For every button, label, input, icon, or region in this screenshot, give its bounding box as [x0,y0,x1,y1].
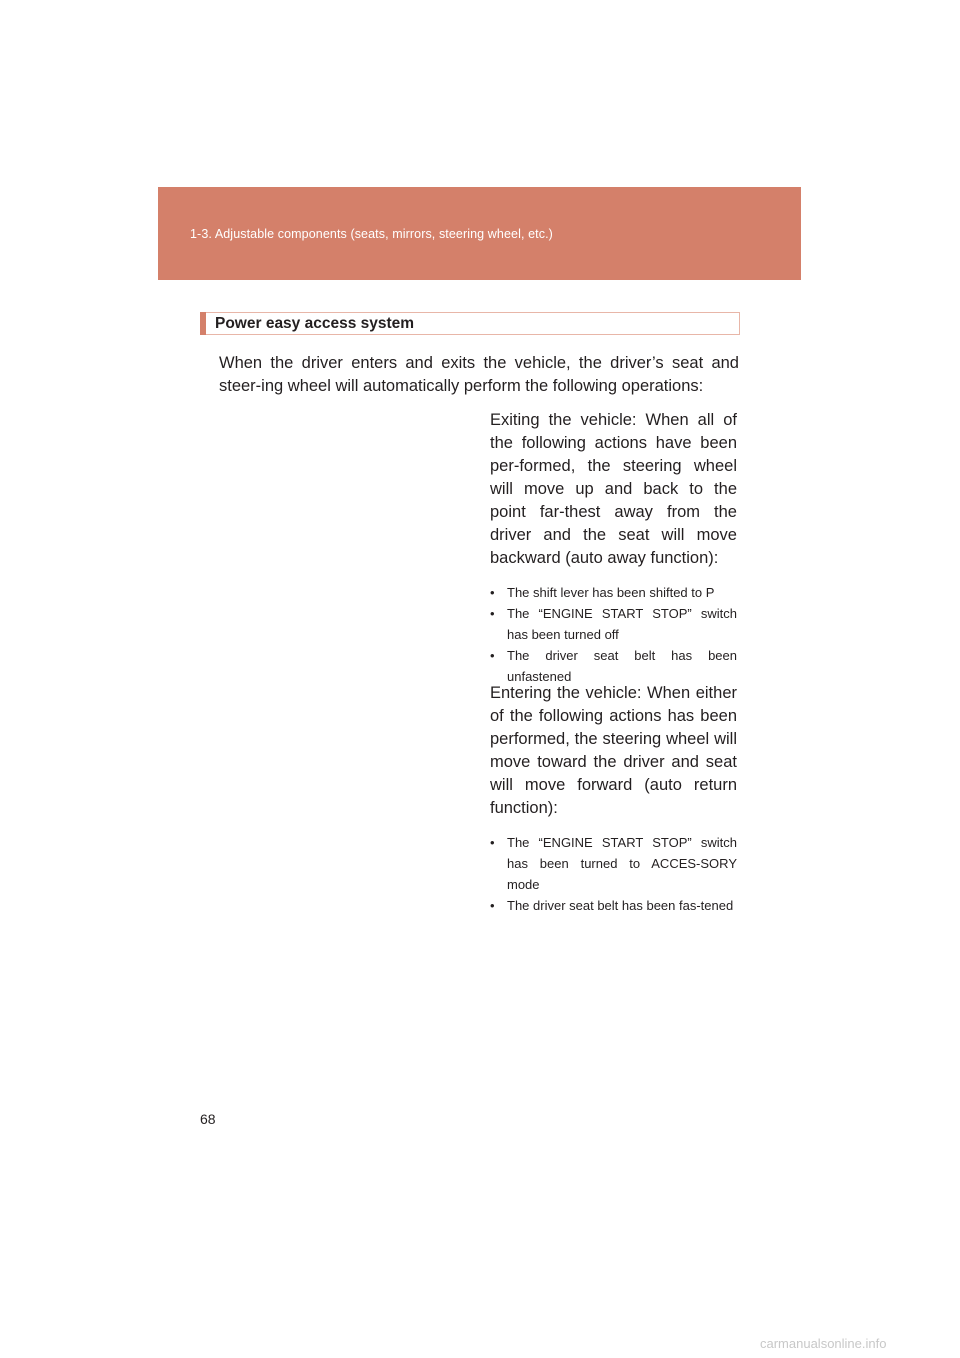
section-title: Power easy access system [215,315,415,332]
exiting-bullet-list [490,582,737,687]
bullet-icon: • [490,606,495,621]
section-heading-bar [200,312,740,335]
page-number: 68 [200,1111,216,1127]
entering-bullet-list [490,832,737,916]
list-item: • The “ENGINE START STOP” switch has been turned off [490,603,737,645]
list-item: • The driver seat belt has been fas-tened [490,895,737,916]
bullet-icon: • [490,648,495,663]
entering-block [490,682,737,916]
bullet-icon: • [490,585,495,600]
exiting-paragraph: Exiting the vehicle: When all of the following actions have been per-formed, the steering wheel will move up and back to the point far-thest away from the driver and the seat will move backward (auto away function): [490,411,737,567]
list-item: • The shift lever has been shifted to P [490,582,737,603]
list-item: • The “ENGINE START STOP” switch has been turned to ACCES-SORY mode [490,832,737,895]
list-item: • The driver seat belt has been unfastened [490,645,737,687]
bullet-icon: • [490,835,495,850]
exiting-block [490,409,737,687]
bullet-icon: • [490,898,495,913]
watermark: carmanualsonline.info [760,1336,887,1351]
section-accent-marker [200,312,206,335]
chapter-title: 1-3. Adjustable components (seats, mirrors, steering wheel, etc.) [190,227,553,241]
intro-paragraph: When the driver enters and exits the vehicle, the driver’s seat and steer-ing wheel will automatically perform the following operations: [219,354,739,395]
chapter-header-band [158,187,801,280]
entering-paragraph: Entering the vehicle: When either of the following actions has been performed, the steering wheel will move toward the driver and seat will move forward (auto return function): [490,684,737,817]
